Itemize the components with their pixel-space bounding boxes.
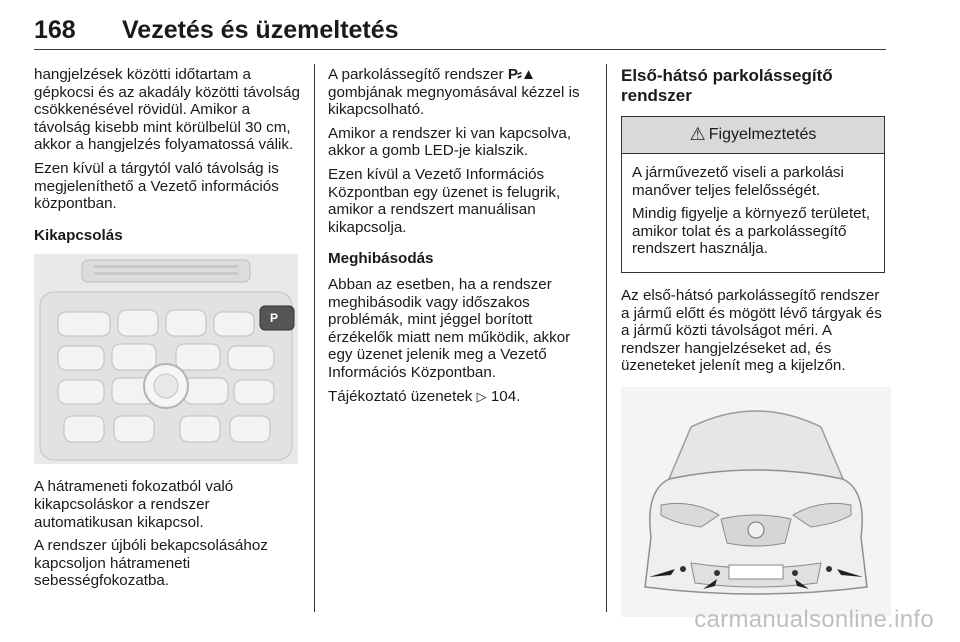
console-figure xyxy=(34,254,298,464)
column-2 xyxy=(328,66,598,411)
page-header xyxy=(34,10,886,50)
paragraph: Abban az esetben, ha a rendszer meghibásodik vagy időszakos problémák, mint jéggel borított érzékelők miatt nem működik, akkor egy üzenet jelenik meg a Vezető Információs Központban. xyxy=(328,275,571,381)
watermark: carmanualsonline.info xyxy=(694,606,934,633)
paragraph: Amikor a rendszer ki van kapcsolva, akkor a gomb LED-je kialszik. xyxy=(328,124,572,160)
warning-body xyxy=(622,154,884,272)
car-front-illustration xyxy=(621,387,891,617)
section-heading: Meghibásodás xyxy=(328,250,434,268)
section-heading: Kikapcsolás xyxy=(34,226,123,244)
page-reference-arrow-icon: ▷ xyxy=(476,388,487,404)
paragraph: A járművezető viseli a parkolási manőver teljes felelősségét. xyxy=(632,164,844,199)
parking-assist-button-label: P xyxy=(270,311,279,326)
column-3 xyxy=(621,66,889,617)
parking-assist-icon: P⸗▲ xyxy=(507,66,536,83)
car-front-figure xyxy=(621,387,891,617)
warning-title: Figyelmeztetés xyxy=(708,126,817,144)
warning-triangle-icon: ⚠ xyxy=(689,124,706,145)
column-1 xyxy=(34,66,302,596)
paragraph: Ezen kívül a tárgytól való távolság is megjeleníthető a Vezető információs központban. xyxy=(34,159,279,213)
paragraph: A rendszer újbóli bekapcsolásához kapcsoljon hátrameneti sebességfokozatba. xyxy=(34,537,268,590)
paragraph: Tájékoztató üzenetek ▷ 104. xyxy=(328,387,521,405)
page-number: 168 xyxy=(34,16,76,44)
header-divider xyxy=(34,49,886,50)
section-title: Első-hátsó parkolássegítő rendszer xyxy=(621,66,833,105)
paragraph: A parkolássegítő rendszer P⸗▲ gombjának megnyomásával kézzel is kikapcsolható. xyxy=(328,66,580,119)
paragraph: Ezen kívül a Vezető Információs Központban egy üzenet is felugrik, amikor a rendszert manuálisan kikapcsolja. xyxy=(328,165,561,236)
warning-box xyxy=(621,116,885,273)
column-divider xyxy=(606,64,607,612)
paragraph: Mindig figyelje a környező területet, amikor tolat és a parkolássegítő rendszert használja. xyxy=(632,205,871,258)
paragraph: Az első-hátsó parkolássegítő rendszer a jármű előtt és mögött lévő tárgyak és a jármű közti távolságot méri. A rendszer hangjelzéseket ad, és üzeneteket jelenít meg a kijelzőn. xyxy=(621,286,882,375)
center-console-illustration xyxy=(34,254,298,464)
column-divider xyxy=(314,64,315,612)
warning-header xyxy=(622,117,884,154)
paragraph: hangjelzések közötti időtartam a gépkocsi és az akadály közötti távolság csökkenésével rövidül. Amikor a távolság kisebb mint körülbelül 30 cm, akkor a hangjelzés folyamatossá válik. xyxy=(34,66,300,154)
page-title: Vezetés és üzemeltetés xyxy=(122,16,399,44)
paragraph: A hátrameneti fokozatból való kikapcsoláskor a rendszer automatikusan kikapcsol. xyxy=(34,478,234,531)
